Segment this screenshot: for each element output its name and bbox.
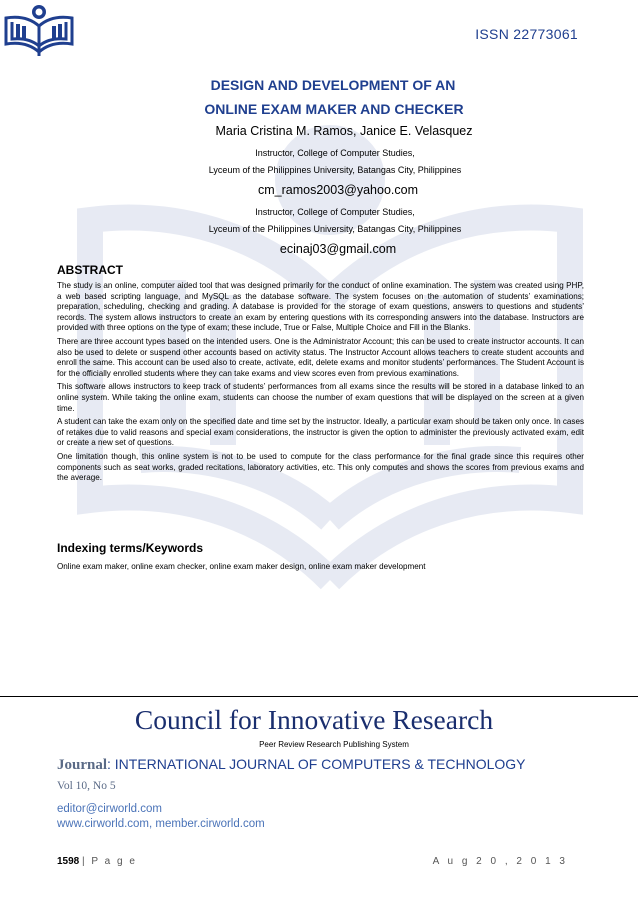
journal-line <box>57 756 526 774</box>
page-label: | P a g e <box>82 856 137 867</box>
abstract-body <box>57 281 584 487</box>
publication-date: A u g 2 0 , 2 0 1 3 <box>432 856 568 867</box>
open-book-logo-icon <box>2 0 76 62</box>
volume-label: Vol 10, No 5 <box>57 780 116 792</box>
abstract-paragraph: This software allows instructors to keep track of students’ performances from all exams since the results will be stored in a database linked to an online system. While taking the online exam, students can choose the number of exam questions that will be displayed on the screen at a given time. <box>57 382 584 413</box>
author-email-2[interactable]: ecinaj03@gmail.com <box>279 242 397 256</box>
abstract-paragraph: A student can take the exam only on the specified date and time set by the instructor. Ideally, a particular exam should be taken only once. In cases of retakes due to valid reasons and special exam considerations, the instructor is given the option to administer the previously activated exam, edit or create a new set of questions. <box>57 417 584 448</box>
footer-divider <box>0 696 638 697</box>
keywords-heading: Indexing terms/Keywords <box>57 541 204 555</box>
paper-authors: Maria Cristina M. Ramos, Janice E. Velasquez <box>215 124 473 138</box>
abstract-paragraph: One limitation though, this online system is not to be used to compute for the class performance for the final grade since this requires other components such as seat works, graded recitations, laboratory activities, etc. This only computes and shows the scores from previous exams and the average. <box>57 451 584 483</box>
page-number <box>57 856 137 867</box>
affiliation-role-2: Instructor, College of Computer Studies, <box>255 207 415 217</box>
journal-name: : INTERNATIONAL JOURNAL OF COMPUTERS & TECHNOLOGY <box>107 756 526 772</box>
abstract-paragraph: There are three account types based on the intended users. One is the Administrator Account; this can be used to create instructor accounts. It can also be used to delete or suspend other accounts based on activity status. The Instructor Account allows teachers to create student accounts and enroll the same. This account can be used also to create, activate, edit, delete exams and monitor students’ performances. The Student Account is for the officially enrolled students where they can take exams and view scores even from previous examinations. <box>57 336 584 378</box>
journal-label: Journal <box>57 757 108 773</box>
author-email-1[interactable]: cm_ramos2003@yahoo.com <box>258 183 418 197</box>
abstract-heading: ABSTRACT <box>57 263 123 277</box>
council-title: Council for Innovative Research <box>134 704 494 735</box>
paper-title-line2: ONLINE EXAM MAKER AND CHECKER <box>204 101 464 117</box>
page-number-value: 1598 <box>57 856 80 867</box>
editor-email-link[interactable]: editor@cirworld.com <box>57 803 162 815</box>
issn-label: ISSN 22773061 <box>475 26 578 42</box>
website-links[interactable]: www.cirworld.com, member.cirworld.com <box>57 818 265 830</box>
keywords-text: Online exam maker, online exam checker, online exam maker design, online exam maker development <box>57 562 426 571</box>
paper-title-line1: DESIGN AND DEVELOPMENT OF AN <box>210 77 456 93</box>
abstract-paragraph: The study is an online, computer aided tool that was designed primarily for the conduct of online examination. The system was created using PHP, a web based scripting language, and MySQL as the database software. The system focuses on the automation of students’ examinations; preparation, scheduling, checking and grading. A database is provided for the storage of exam questions, answers to questions and students’ records. The system allows instructors to create an exam by entering questions with its corresponding answers into the database. Instructors are provided with three options on the type of exam; these include, True or False, Multiple Choice and Fill in the Blanks. <box>57 281 584 333</box>
affiliation-school-1: Lyceum of the Philippines University, Batangas City, Philippines <box>208 165 462 175</box>
affiliation-role-1: Instructor, College of Computer Studies, <box>255 148 415 158</box>
peer-review-tagline: Peer Review Research Publishing System <box>259 740 409 749</box>
affiliation-school-2: Lyceum of the Philippines University, Batangas City, Philippines <box>208 224 462 234</box>
